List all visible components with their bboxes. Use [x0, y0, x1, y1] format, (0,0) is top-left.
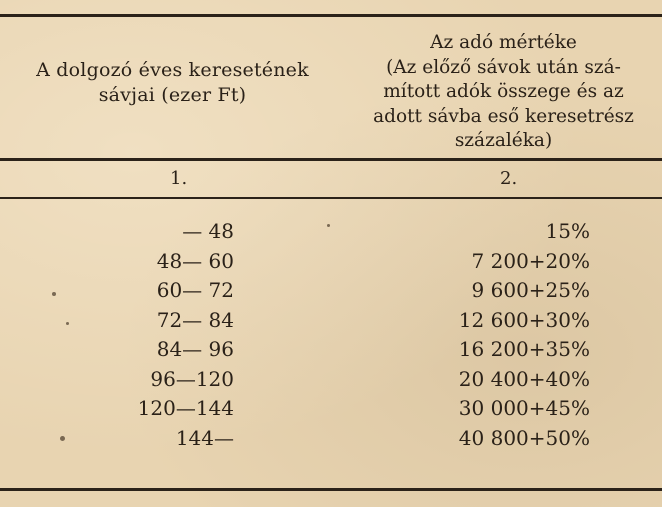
table-body	[0, 217, 662, 453]
table-row	[0, 394, 662, 424]
print-speck	[60, 436, 65, 441]
table-row	[0, 217, 662, 247]
tax-rate: 20 400+40%	[458, 366, 590, 391]
tax-rate: 16 200+35%	[458, 337, 590, 361]
table-row	[0, 276, 662, 306]
tax-rate: 40 800+50%	[458, 425, 590, 450]
top-rule	[0, 14, 662, 17]
income-band: 144—	[175, 425, 234, 450]
column-1-header-line: sávjai (ezer Ft)	[98, 84, 247, 106]
income-band: 84— 96	[156, 337, 234, 361]
tax-rate: 7 200+20%	[471, 248, 590, 273]
table-row	[0, 424, 662, 454]
tax-rate: 15%	[545, 219, 590, 243]
bottom-rule	[0, 488, 662, 491]
income-band: 120—144	[137, 396, 234, 420]
print-speck	[52, 292, 56, 296]
column-number-rule	[0, 197, 662, 199]
column-1-number: 1.	[170, 168, 188, 189]
table-row	[0, 335, 662, 365]
income-band: 60— 72	[156, 278, 234, 302]
table-row	[0, 365, 662, 395]
header-rule	[0, 158, 662, 161]
income-band: 72— 84	[156, 307, 234, 332]
tax-rate: 9 600+25%	[471, 278, 590, 302]
column-2-header-line: adott sávba eső keresetrész	[373, 105, 634, 127]
column-2-header	[345, 31, 662, 154]
income-band: 48— 60	[156, 248, 234, 273]
column-1-header-line: A dolgozó éves keresetének	[36, 59, 309, 81]
income-band: — 48	[182, 219, 234, 243]
column-2-header-line: Az adó mértéke	[430, 32, 577, 53]
column-2-header-line: mított adók összege és az	[383, 81, 624, 102]
table-row	[0, 247, 662, 277]
column-2-header-line: (Az előző sávok után szá-	[386, 56, 621, 78]
tax-rate: 30 000+45%	[458, 396, 590, 420]
print-speck	[327, 224, 330, 227]
column-2-header-line: százaléka)	[454, 130, 553, 151]
tax-rate: 12 600+30%	[458, 307, 590, 332]
column-1-header	[0, 58, 345, 108]
column-2-number: 2.	[500, 168, 518, 189]
print-speck	[66, 322, 69, 325]
income-band: 96—120	[150, 366, 234, 391]
table-row	[0, 306, 662, 336]
